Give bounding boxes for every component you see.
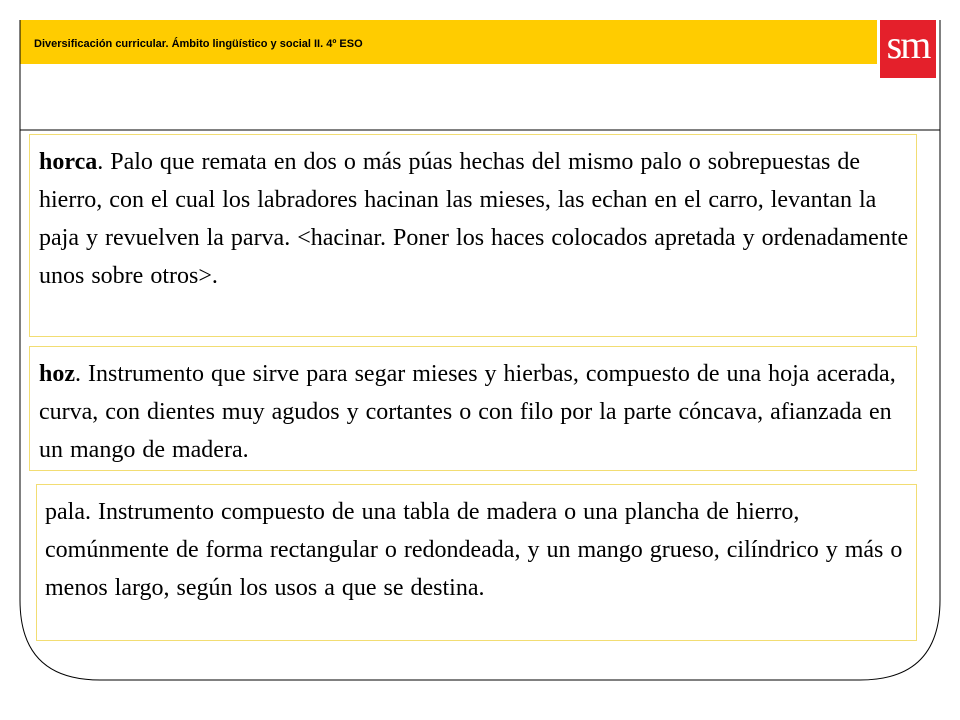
definition-box-pala [36, 484, 917, 641]
entry-definition: pala. Instrumento compuesto de una tabla de madera o una plancha de hierro, comúnmente de forma rectangular o redondeada, y un mango grueso, cilíndrico y más o menos largo, según los usos a que se destina. [45, 499, 903, 601]
sm-logo: sm [880, 20, 936, 78]
definition-box-hoz [29, 346, 917, 471]
definition-box-horca [29, 134, 917, 337]
entry-definition: . Palo que remata en dos o más púas hechas del mismo palo o sobrepuestas de hierro, con el cual los labradores hacinan las mieses, las echan en el carro, levantan la paja y revuelven la parva. <hacinar. Poner los haces colocados apretada y ordenadamente unos sobre otros>. [39, 149, 909, 289]
entry-definition: . Instrumento que sirve para segar mieses y hierbas, compuesto de una hoja acerada, curva, con dientes muy agudos y cortantes o con filo por la parte cóncava, afianzada en un mango de madera. [39, 361, 896, 463]
entry-term: horca [39, 149, 98, 175]
entry-term: hoz [39, 361, 75, 387]
header-title: Diversificación curricular. Ámbito lingüístico y social II. 4º ESO [34, 38, 363, 50]
